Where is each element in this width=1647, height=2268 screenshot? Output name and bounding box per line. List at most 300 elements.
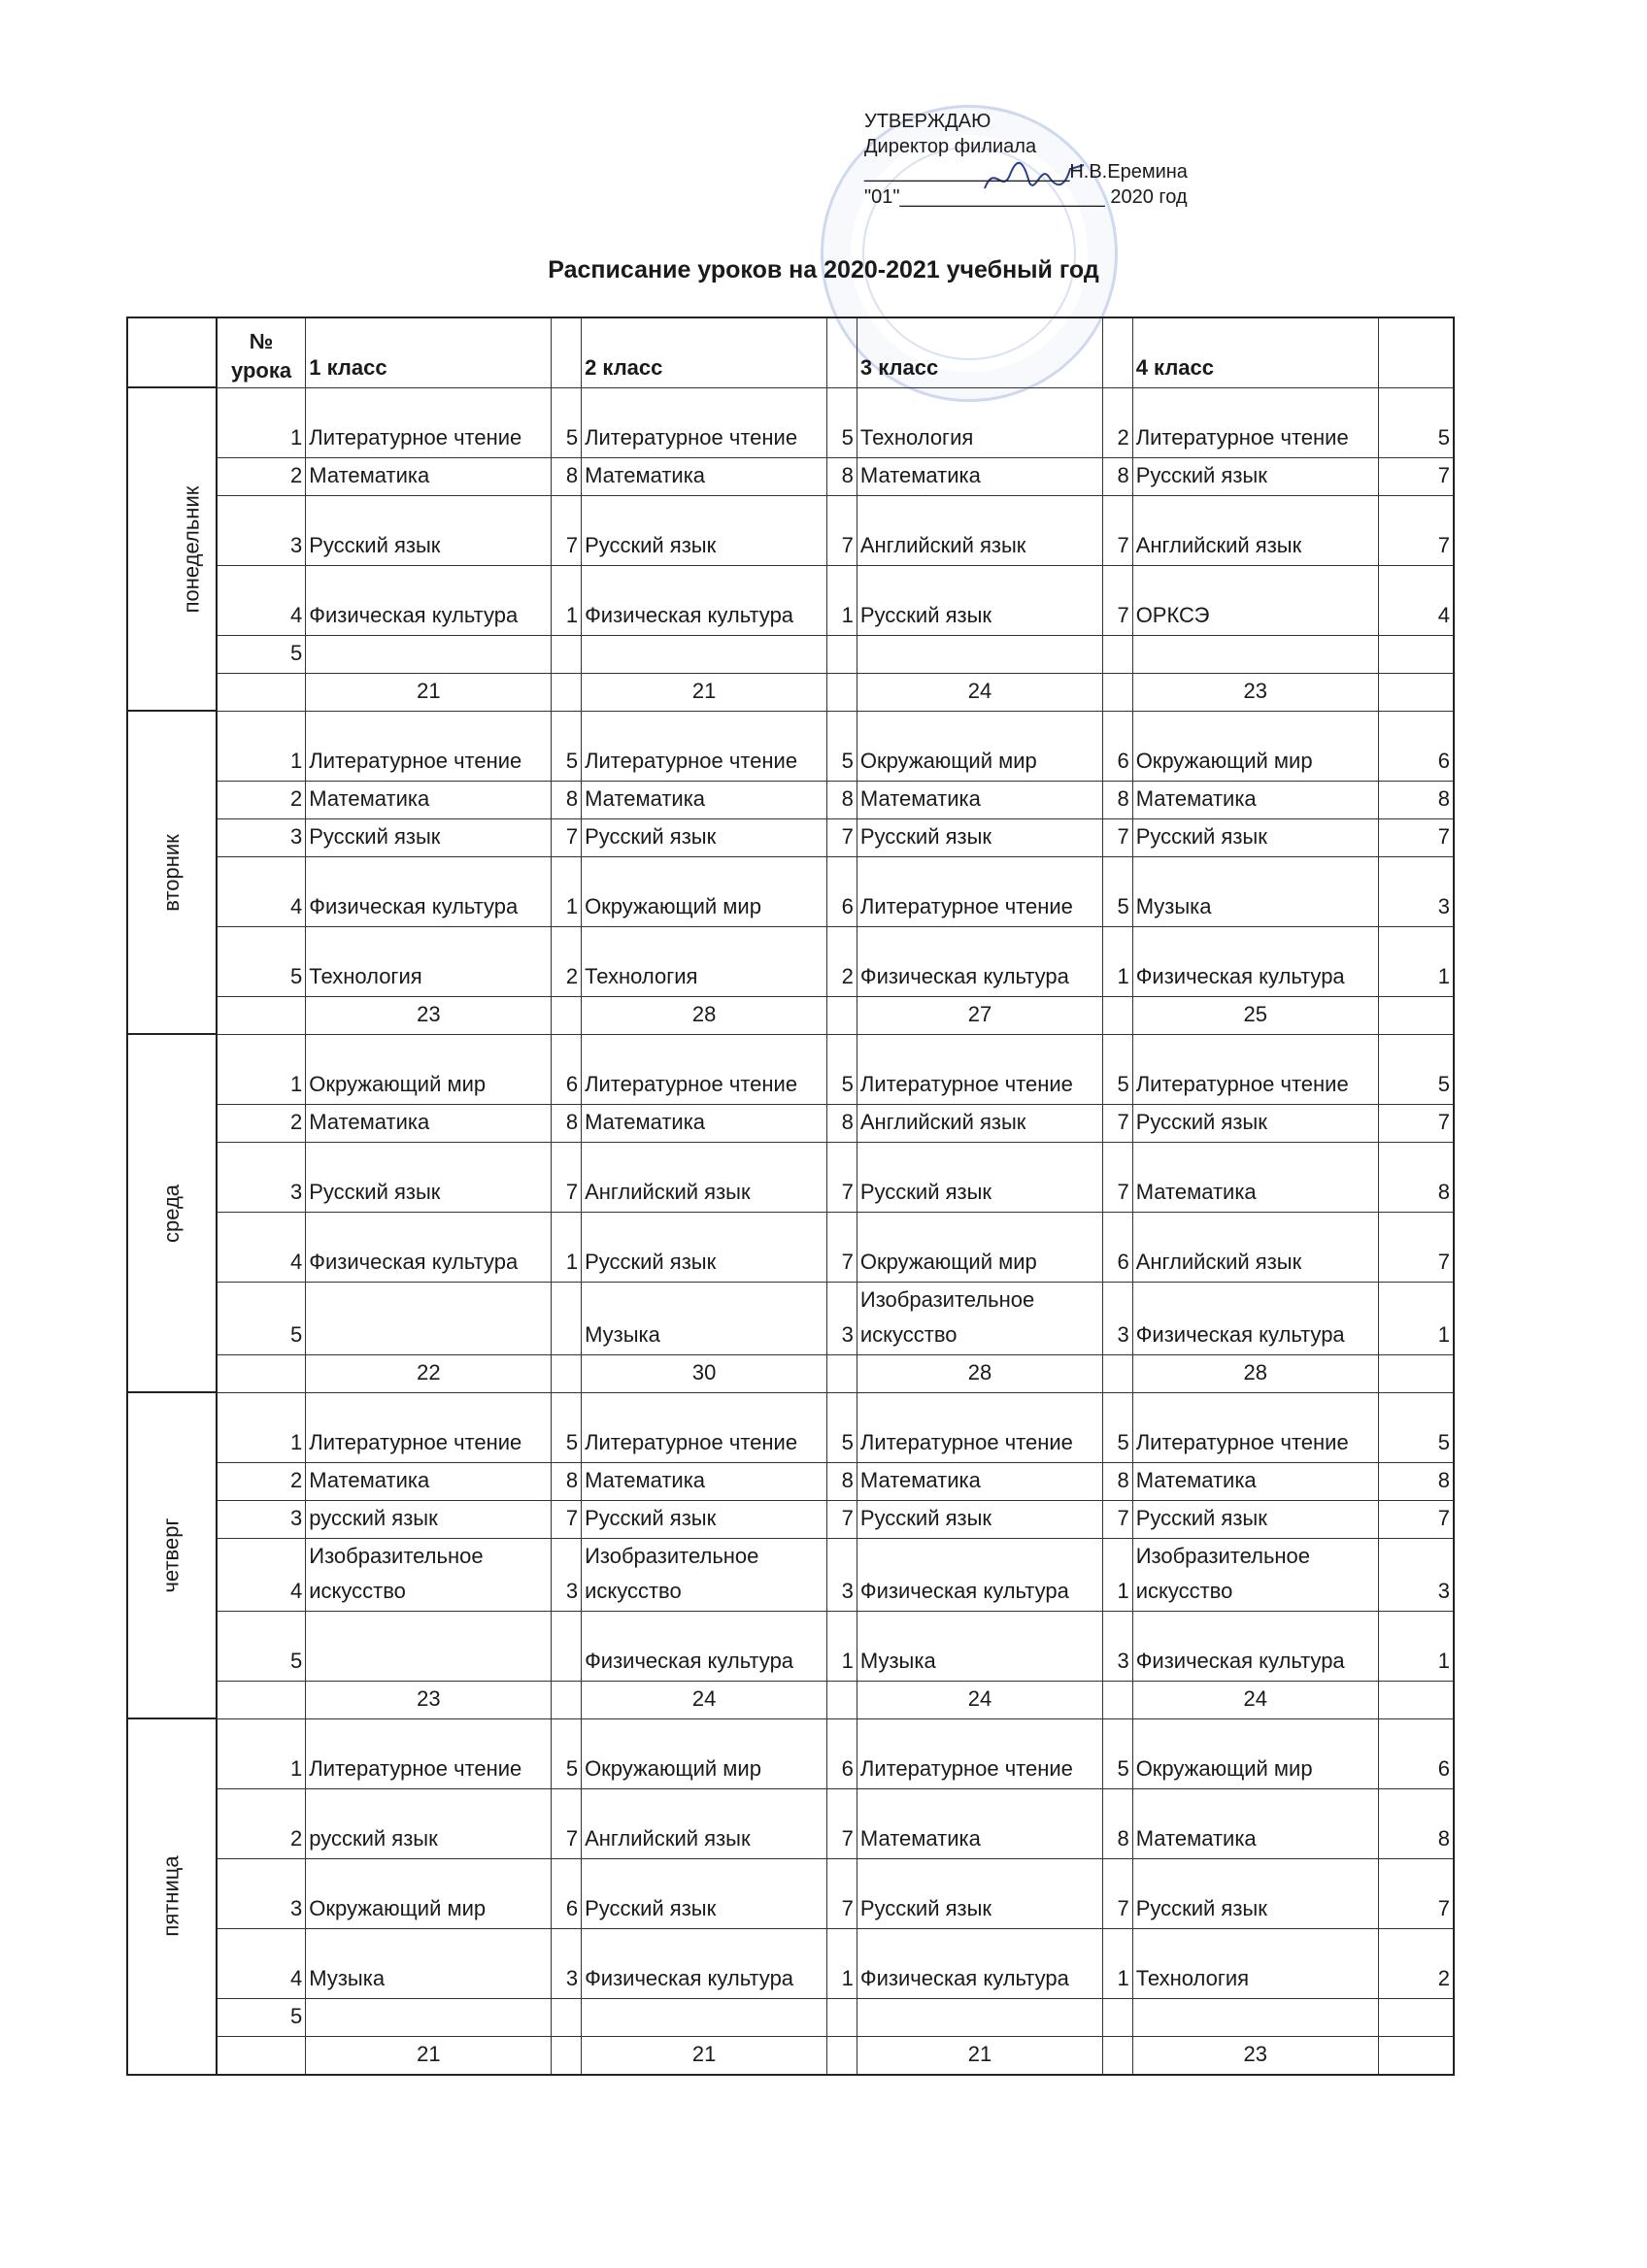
total-spacer [217, 2036, 306, 2075]
day-label-cell [127, 1392, 217, 1718]
difficulty-score: 5 [827, 1034, 857, 1104]
difficulty-score: 8 [1103, 1788, 1133, 1858]
subject-cell: Математика [1132, 1788, 1378, 1858]
subject-cell: Изобразительное искусство [306, 1538, 552, 1611]
approval-date-line: "01"___________________ 2020 год [864, 186, 1188, 208]
subject-cell: Русский язык [1132, 457, 1378, 495]
difficulty-score: 2 [1378, 1928, 1454, 1998]
total-row [127, 1354, 1454, 1392]
subject-cell: русский язык [306, 1500, 552, 1538]
lesson-number: 2 [217, 781, 306, 818]
total-load-spacer [1103, 1681, 1133, 1718]
difficulty-score: 6 [1103, 711, 1133, 781]
subject-cell: Окружающий мир [306, 1034, 552, 1104]
load-header [827, 317, 857, 387]
difficulty-score: 7 [1378, 1500, 1454, 1538]
difficulty-score: 7 [827, 1142, 857, 1212]
subject-cell: Музыка [582, 1282, 827, 1354]
difficulty-score [552, 1282, 582, 1354]
subject-cell: Литературное чтение [306, 387, 552, 457]
load-header [552, 317, 582, 387]
lesson-row [127, 856, 1454, 926]
subject-cell: Окружающий мир [1132, 711, 1378, 781]
daily-total: 24 [857, 673, 1102, 711]
lesson-number: 3 [217, 818, 306, 856]
lesson-number: 1 [217, 1034, 306, 1104]
total-load-spacer [1378, 996, 1454, 1034]
subject-cell: Литературное чтение [306, 1392, 552, 1462]
subject-cell: русский язык [306, 1788, 552, 1858]
lesson-number: 2 [217, 457, 306, 495]
subject-cell: Окружающий мир [306, 1858, 552, 1928]
subject-cell: Русский язык [306, 495, 552, 565]
difficulty-score: 7 [1103, 818, 1133, 856]
lesson-number: 5 [217, 1998, 306, 2036]
day-name: четверг [158, 1518, 184, 1593]
subject-cell: Изобразительное искусство [1132, 1538, 1378, 1611]
total-load-spacer [1378, 1354, 1454, 1392]
total-load-spacer [552, 996, 582, 1034]
load-header [1378, 317, 1454, 387]
difficulty-score: 5 [827, 387, 857, 457]
difficulty-score: 6 [1103, 1212, 1133, 1282]
subject-cell: Русский язык [1132, 1104, 1378, 1142]
subject-cell: Физическая культура [1132, 1282, 1378, 1354]
difficulty-score: 8 [1378, 1142, 1454, 1212]
subject-cell: Английский язык [582, 1788, 827, 1858]
difficulty-score: 5 [1378, 1392, 1454, 1462]
difficulty-score: 5 [552, 1392, 582, 1462]
subject-cell: Математика [306, 781, 552, 818]
difficulty-score: 8 [552, 457, 582, 495]
lesson-number: 3 [217, 1500, 306, 1538]
lesson-row [127, 1611, 1454, 1681]
difficulty-score: 8 [1103, 1462, 1133, 1500]
daily-total: 21 [582, 2036, 827, 2075]
subject-cell: Математика [306, 1462, 552, 1500]
difficulty-score: 7 [1103, 1858, 1133, 1928]
subject-cell: Русский язык [582, 1858, 827, 1928]
day-label-cell [127, 711, 217, 1034]
lesson-number: 3 [217, 1142, 306, 1212]
subject-cell: Окружающий мир [582, 856, 827, 926]
subject-cell: Литературное чтение [582, 387, 827, 457]
subject-cell: Физическая культура [857, 926, 1102, 996]
subject-cell: Физическая культура [582, 565, 827, 635]
total-spacer [217, 996, 306, 1034]
subject-cell: Литературное чтение [582, 1392, 827, 1462]
difficulty-score: 8 [827, 457, 857, 495]
difficulty-score: 5 [1103, 1718, 1133, 1788]
subject-cell: Физическая культура [582, 1611, 827, 1681]
difficulty-score: 3 [1103, 1282, 1133, 1354]
lesson-number: 1 [217, 1718, 306, 1788]
subject-cell [306, 1611, 552, 1681]
lesson-row [127, 1034, 1454, 1104]
total-load-spacer [1378, 673, 1454, 711]
subject-cell: Литературное чтение [582, 711, 827, 781]
subject-cell: Русский язык [857, 565, 1102, 635]
subject-cell: Математика [857, 1462, 1102, 1500]
subject-cell: Английский язык [857, 495, 1102, 565]
subject-cell: Физическая культура [1132, 926, 1378, 996]
subject-cell: Русский язык [857, 1142, 1102, 1212]
difficulty-score: 8 [1378, 781, 1454, 818]
lesson-row [127, 1392, 1454, 1462]
difficulty-score: 1 [1103, 926, 1133, 996]
difficulty-score: 7 [1103, 1142, 1133, 1212]
day-label-cell [127, 1718, 217, 2075]
difficulty-score: 5 [552, 1718, 582, 1788]
total-load-spacer [552, 1681, 582, 1718]
subject-cell: Английский язык [1132, 1212, 1378, 1282]
daily-total: 23 [306, 996, 552, 1034]
subject-cell: Музыка [306, 1928, 552, 1998]
difficulty-score: 1 [1103, 1928, 1133, 1998]
subject-cell: Русский язык [582, 818, 827, 856]
subject-cell: Математика [1132, 1462, 1378, 1500]
lesson-number: 4 [217, 1212, 306, 1282]
subject-cell: Технология [582, 926, 827, 996]
difficulty-score: 5 [1103, 1392, 1133, 1462]
difficulty-score [1378, 635, 1454, 673]
lesson-number: 4 [217, 856, 306, 926]
difficulty-score: 7 [552, 1788, 582, 1858]
lesson-number: 1 [217, 387, 306, 457]
difficulty-score: 7 [1378, 457, 1454, 495]
difficulty-score: 3 [552, 1928, 582, 1998]
difficulty-score [827, 1998, 857, 2036]
total-spacer [217, 673, 306, 711]
difficulty-score: 6 [552, 1858, 582, 1928]
lesson-row [127, 565, 1454, 635]
difficulty-score: 5 [827, 711, 857, 781]
difficulty-score: 7 [1378, 1212, 1454, 1282]
difficulty-score: 5 [1378, 1034, 1454, 1104]
difficulty-score: 7 [827, 1858, 857, 1928]
total-load-spacer [1103, 996, 1133, 1034]
subject-cell [857, 635, 1102, 673]
subject-cell: Английский язык [857, 1104, 1102, 1142]
approval-position: Директор филиала [864, 136, 1037, 157]
difficulty-score: 1 [1378, 926, 1454, 996]
lesson-row [127, 1462, 1454, 1500]
subject-cell: Технология [857, 387, 1102, 457]
subject-cell: Технология [1132, 1928, 1378, 1998]
lesson-row [127, 818, 1454, 856]
subject-cell: Русский язык [306, 1142, 552, 1212]
subject-cell: Английский язык [1132, 495, 1378, 565]
difficulty-score: 7 [1378, 495, 1454, 565]
daily-total: 25 [1132, 996, 1378, 1034]
total-load-spacer [552, 673, 582, 711]
difficulty-score: 3 [552, 1538, 582, 1611]
difficulty-score: 1 [552, 565, 582, 635]
page-title: Расписание уроков на 2020-2021 учебный год [548, 256, 1099, 284]
subject-cell: Литературное чтение [306, 1718, 552, 1788]
lesson-row [127, 1212, 1454, 1282]
class-header: 2 класс [582, 317, 827, 387]
difficulty-score: 2 [552, 926, 582, 996]
subject-cell: Математика [1132, 781, 1378, 818]
lesson-row [127, 926, 1454, 996]
difficulty-score: 7 [827, 495, 857, 565]
lesson-number: 5 [217, 1282, 306, 1354]
difficulty-score [552, 1611, 582, 1681]
difficulty-score: 5 [1378, 387, 1454, 457]
subject-cell [582, 635, 827, 673]
subject-cell: Изобразительное искусство [857, 1282, 1102, 1354]
subject-cell: Русский язык [857, 818, 1102, 856]
difficulty-score: 1 [827, 1611, 857, 1681]
lesson-row [127, 1998, 1454, 2036]
difficulty-score: 8 [827, 1104, 857, 1142]
daily-total: 24 [857, 1681, 1102, 1718]
subject-cell: Русский язык [582, 495, 827, 565]
daily-total: 28 [582, 996, 827, 1034]
lesson-row [127, 1538, 1454, 1611]
subject-cell [582, 1998, 827, 2036]
lesson-row [127, 781, 1454, 818]
total-load-spacer [1103, 1354, 1133, 1392]
difficulty-score: 8 [552, 1462, 582, 1500]
lesson-number: 5 [217, 926, 306, 996]
total-load-spacer [827, 1354, 857, 1392]
subject-cell: ОРКСЭ [1132, 565, 1378, 635]
subject-cell: Русский язык [857, 1500, 1102, 1538]
difficulty-score: 7 [552, 1142, 582, 1212]
class-header: 3 класс [857, 317, 1102, 387]
difficulty-score: 1 [552, 856, 582, 926]
daily-total: 21 [582, 673, 827, 711]
difficulty-score: 7 [827, 1788, 857, 1858]
subject-cell: Физическая культура [582, 1928, 827, 1998]
header-row [127, 317, 1454, 387]
approval-name-line: ___________________Н.В.Еремина [864, 161, 1188, 183]
difficulty-score: 2 [1103, 387, 1133, 457]
subject-cell: Русский язык [582, 1500, 827, 1538]
subject-cell [1132, 1998, 1378, 2036]
lesson-number: 1 [217, 711, 306, 781]
load-header [1103, 317, 1133, 387]
difficulty-score: 1 [827, 1928, 857, 1998]
total-row [127, 2036, 1454, 2075]
total-load-spacer [552, 2036, 582, 2075]
difficulty-score: 7 [552, 818, 582, 856]
total-load-spacer [1103, 2036, 1133, 2075]
lesson-row [127, 1104, 1454, 1142]
day-name: среда [158, 1184, 184, 1243]
day-label-cell [127, 1034, 217, 1392]
difficulty-score: 8 [552, 781, 582, 818]
total-row [127, 673, 1454, 711]
daily-total: 28 [1132, 1354, 1378, 1392]
difficulty-score: 5 [1103, 1034, 1133, 1104]
subject-cell: Русский язык [582, 1212, 827, 1282]
daily-total: 28 [857, 1354, 1102, 1392]
subject-cell: Окружающий мир [1132, 1718, 1378, 1788]
subject-cell: Музыка [857, 1611, 1102, 1681]
total-load-spacer [827, 2036, 857, 2075]
subject-cell [306, 1998, 552, 2036]
difficulty-score: 5 [1103, 856, 1133, 926]
corner-cell [127, 317, 217, 387]
subject-cell: Физическая культура [857, 1928, 1102, 1998]
subject-cell: Литературное чтение [306, 711, 552, 781]
subject-cell [1132, 635, 1378, 673]
difficulty-score: 8 [1103, 457, 1133, 495]
total-load-spacer [827, 996, 857, 1034]
subject-cell [306, 1282, 552, 1354]
difficulty-score: 8 [1378, 1462, 1454, 1500]
subject-cell: Математика [1132, 1142, 1378, 1212]
difficulty-score: 8 [552, 1104, 582, 1142]
subject-cell: Математика [857, 781, 1102, 818]
subject-cell: Литературное чтение [857, 856, 1102, 926]
total-load-spacer [1378, 2036, 1454, 2075]
difficulty-score: 1 [552, 1212, 582, 1282]
difficulty-score: 7 [1103, 1104, 1133, 1142]
daily-total: 27 [857, 996, 1102, 1034]
subject-cell: Литературное чтение [1132, 1034, 1378, 1104]
class-header: 4 класс [1132, 317, 1378, 387]
difficulty-score: 6 [827, 856, 857, 926]
total-load-spacer [1103, 673, 1133, 711]
difficulty-score: 3 [827, 1282, 857, 1354]
daily-total: 21 [306, 2036, 552, 2075]
daily-total: 21 [857, 2036, 1102, 2075]
difficulty-score: 1 [1378, 1282, 1454, 1354]
subject-cell: Английский язык [582, 1142, 827, 1212]
total-load-spacer [827, 1681, 857, 1718]
lesson-number-header: № урока [217, 317, 306, 387]
day-label-cell [127, 387, 217, 711]
subject-cell: Литературное чтение [857, 1392, 1102, 1462]
subject-cell: Физическая культура [857, 1538, 1102, 1611]
subject-cell: Математика [857, 1788, 1102, 1858]
day-name: пятница [158, 1855, 184, 1937]
subject-cell: Математика [857, 457, 1102, 495]
subject-cell: Окружающий мир [582, 1718, 827, 1788]
difficulty-score [552, 635, 582, 673]
daily-total: 21 [306, 673, 552, 711]
subject-cell: Окружающий мир [857, 711, 1102, 781]
difficulty-score: 8 [827, 1462, 857, 1500]
lesson-number: 4 [217, 1928, 306, 1998]
subject-cell [857, 1998, 1102, 2036]
schedule-table [126, 317, 1455, 2076]
difficulty-score: 8 [1103, 781, 1133, 818]
subject-cell: Русский язык [1132, 1858, 1378, 1928]
difficulty-score: 7 [1378, 818, 1454, 856]
subject-cell: Математика [582, 457, 827, 495]
difficulty-score: 6 [1378, 711, 1454, 781]
subject-cell: Окружающий мир [857, 1212, 1102, 1282]
difficulty-score: 7 [827, 1212, 857, 1282]
lesson-number: 3 [217, 1858, 306, 1928]
subject-cell: Физическая культура [306, 1212, 552, 1282]
class-header: 1 класс [306, 317, 552, 387]
approval-heading: УТВЕРЖДАЮ [864, 111, 992, 132]
lesson-number: 2 [217, 1104, 306, 1142]
subject-cell: Математика [582, 781, 827, 818]
day-name: понедельник [179, 485, 204, 613]
difficulty-score: 4 [1378, 565, 1454, 635]
lesson-row [127, 1858, 1454, 1928]
lesson-number: 3 [217, 495, 306, 565]
difficulty-score: 2 [827, 926, 857, 996]
subject-cell: Русский язык [1132, 818, 1378, 856]
lesson-row [127, 387, 1454, 457]
subject-cell: Физическая культура [306, 565, 552, 635]
lesson-row [127, 495, 1454, 565]
subject-cell: Математика [582, 1104, 827, 1142]
subject-cell: Литературное чтение [1132, 387, 1378, 457]
difficulty-score: 7 [1378, 1104, 1454, 1142]
lesson-row [127, 1142, 1454, 1212]
subject-cell: Изобразительное искусство [582, 1538, 827, 1611]
lesson-row [127, 711, 1454, 781]
lesson-row [127, 1282, 1454, 1354]
total-spacer [217, 1354, 306, 1392]
lesson-number: 4 [217, 1538, 306, 1611]
difficulty-score: 6 [1378, 1718, 1454, 1788]
difficulty-score: 5 [827, 1392, 857, 1462]
daily-total: 24 [1132, 1681, 1378, 1718]
difficulty-score: 8 [827, 781, 857, 818]
lesson-number: 5 [217, 1611, 306, 1681]
subject-cell: Русский язык [857, 1858, 1102, 1928]
total-row [127, 1681, 1454, 1718]
lesson-row [127, 635, 1454, 673]
approval-block [864, 109, 1253, 210]
lesson-row [127, 1928, 1454, 1998]
subject-cell: Литературное чтение [857, 1034, 1102, 1104]
total-load-spacer [827, 673, 857, 711]
daily-total: 22 [306, 1354, 552, 1392]
subject-cell: Физическая культура [1132, 1611, 1378, 1681]
difficulty-score: 3 [827, 1538, 857, 1611]
difficulty-score [827, 635, 857, 673]
difficulty-score: 7 [1103, 1500, 1133, 1538]
subject-cell: Математика [306, 457, 552, 495]
difficulty-score: 3 [1103, 1611, 1133, 1681]
day-name: вторник [158, 833, 184, 912]
difficulty-score: 7 [1103, 495, 1133, 565]
total-spacer [217, 1681, 306, 1718]
difficulty-score: 1 [827, 565, 857, 635]
difficulty-score: 5 [552, 711, 582, 781]
subject-cell [306, 635, 552, 673]
daily-total: 23 [1132, 673, 1378, 711]
daily-total: 30 [582, 1354, 827, 1392]
difficulty-score: 7 [1378, 1858, 1454, 1928]
difficulty-score: 3 [1378, 856, 1454, 926]
difficulty-score: 1 [1378, 1611, 1454, 1681]
difficulty-score: 7 [552, 1500, 582, 1538]
difficulty-score: 7 [827, 1500, 857, 1538]
subject-cell: Математика [582, 1462, 827, 1500]
subject-cell: Литературное чтение [857, 1718, 1102, 1788]
total-load-spacer [552, 1354, 582, 1392]
lesson-number: 4 [217, 565, 306, 635]
difficulty-score: 7 [827, 818, 857, 856]
difficulty-score: 7 [552, 495, 582, 565]
difficulty-score: 6 [552, 1034, 582, 1104]
difficulty-score: 5 [552, 387, 582, 457]
lesson-number: 2 [217, 1462, 306, 1500]
lesson-row [127, 457, 1454, 495]
